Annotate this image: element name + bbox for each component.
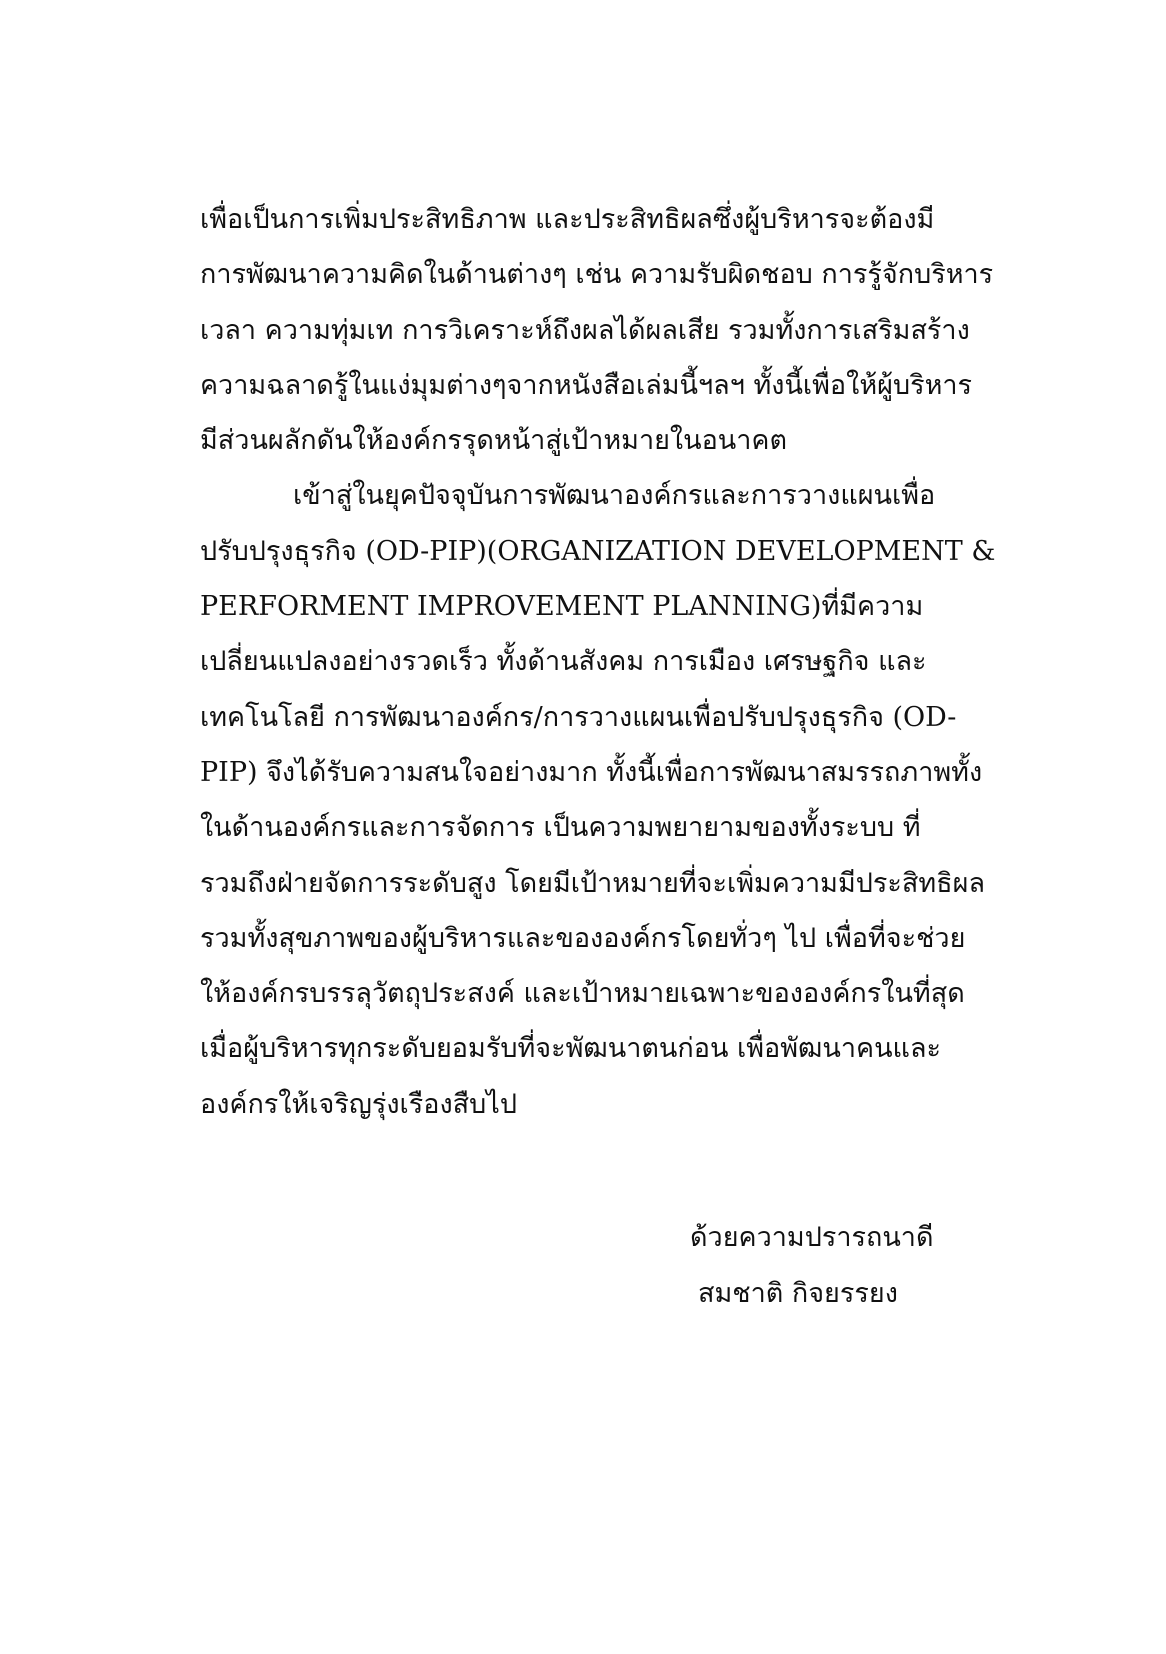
- text-line: การพัฒนาความคิดในด้านต่างๆ เช่น ความรับผิดชอบ การรู้จักบริหาร: [200, 259, 994, 291]
- text-line: เมื่อผู้บริหารทุกระดับยอมรับที่จะพัฒนาตนก่อน เพื่อพัฒนาคนและ: [200, 1033, 941, 1065]
- text-line: เข้าสู่ในยุคปัจจุบันการพัฒนาองค์กรและการวางแผนเพื่อ: [293, 480, 936, 512]
- text-line: เปลี่ยนแปลงอย่างรวดเร็ว ทั้งด้านสังคม การเมือง เศรษฐกิจ และ: [200, 646, 927, 678]
- signature-block: [690, 1210, 990, 1322]
- text-line: มีส่วนผลักดันให้องค์กรรุดหน้าสู่เป้าหมายในอนาคต: [200, 425, 787, 457]
- text-line: ความฉลาดรู้ในแง่มุมต่างๆจากหนังสือเล่มนี้ฯลฯ ทั้งนี้เพื่อให้ผู้บริหาร: [200, 369, 973, 401]
- text-line: ให้องค์กรบรรลุวัตถุประสงค์ และเป้าหมายเฉพาะขององค์กรในที่สุด: [200, 978, 965, 1010]
- text-line: ปรับปรุงธุรกิจ (OD-PIP)(ORGANIZATION DEVELOPMENT &: [200, 535, 996, 567]
- text-line: เพื่อเป็นการเพิ่มประสิทธิภาพ และประสิทธิผลซึ่งผู้บริหารจะต้องมี: [200, 204, 935, 235]
- author-name: สมชาติ กิจยรรยง: [698, 1278, 898, 1309]
- text-line: PERFORMENT IMPROVEMENT PLANNING)ที่มีความ: [200, 591, 924, 623]
- text-line: องค์กรให้เจริญรุ่งเรืองสืบไป: [200, 1088, 517, 1120]
- text-line: PIP) จึงได้รับความสนใจอย่างมาก ทั้งนี้เพื่อการพัฒนาสมรรถภาพทั้ง: [200, 756, 983, 788]
- text-line: รวมทั้งสุขภาพของผู้บริหารและขององค์กรโดยทั่วๆ ไป เพื่อที่จะช่วย: [200, 922, 966, 954]
- document-body: [200, 192, 996, 1132]
- closing-line: ด้วยความปรารถนาดี: [690, 1222, 934, 1253]
- text-line: รวมถึงฝ่ายจัดการระดับสูง โดยมีเป้าหมายที่จะเพิ่มความมีประสิทธิผล: [200, 867, 986, 899]
- text-line: เวลา ความทุ่มเท การวิเคราะห์ถึงผลได้ผลเสีย รวมทั้งการเสริมสร้าง: [200, 314, 970, 346]
- text-line: เทคโนโลยี การพัฒนาองค์กร/การวางแผนเพื่อปรับปรุงธุรกิจ (OD-: [200, 701, 957, 733]
- text-line: ในด้านองค์กรและการจัดการ เป็นความพยายามของทั้งระบบ ที่: [200, 812, 921, 844]
